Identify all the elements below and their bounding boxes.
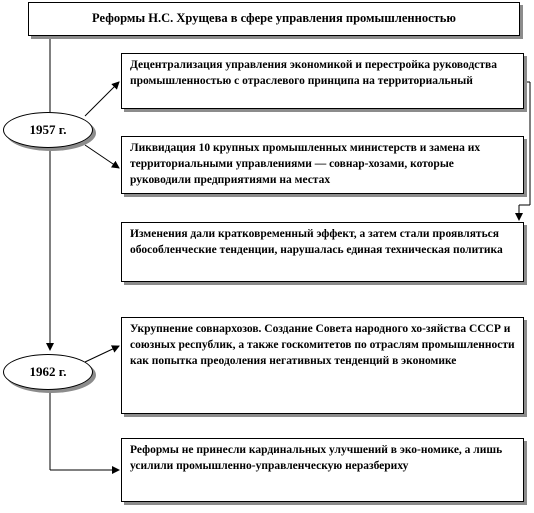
box-text: Реформы не принесли кардинальных улучшений в эко-номике, а лишь усилили промышленно-управленческую неразбериху	[130, 444, 503, 472]
box-text: Децентрализация управления экономикой и перестройка руководства промышленностью с отраслевого принципа на территориальный	[130, 59, 497, 87]
reform-box-short-term-effect	[121, 222, 524, 282]
title-text: Реформы Н.С. Хрущева в сфере управления промышленностью	[92, 11, 456, 25]
arrow-1962-to-box4	[85, 346, 119, 362]
year-node-1957	[3, 112, 93, 148]
box-text: Изменения дали кратковременный эффект, а затем стали проявляться обособленческие тенденции, нарушалась единая техническая политика	[130, 228, 503, 256]
year-label-1957: 1957 г.	[29, 122, 67, 137]
reform-box-ministries-liquidation	[121, 136, 524, 194]
reform-box-decentralization	[121, 53, 524, 109]
arrow-1957-to-box2	[85, 145, 119, 168]
year-node-1962	[3, 354, 93, 390]
box-text: Укрупнение совнархозов. Создание Совета народного хо-зяйства СССР и союзных республик, а также госкомитетов по отраслям промышленности как попытка преодоления негативных тенденций в экономике	[130, 323, 515, 367]
diagram-title	[28, 2, 520, 36]
reform-box-sovnarkhoz-consolidation	[121, 317, 524, 414]
year-label-1962: 1962 г.	[29, 364, 67, 379]
arrow-1957-to-box1	[85, 82, 119, 116]
reform-box-outcome	[121, 438, 524, 502]
box-text: Ликвидация 10 крупных промышленных министерств и замена их территориальными управлениями — совнар-хозами, которые руководили предприятиями на местах	[130, 142, 481, 186]
